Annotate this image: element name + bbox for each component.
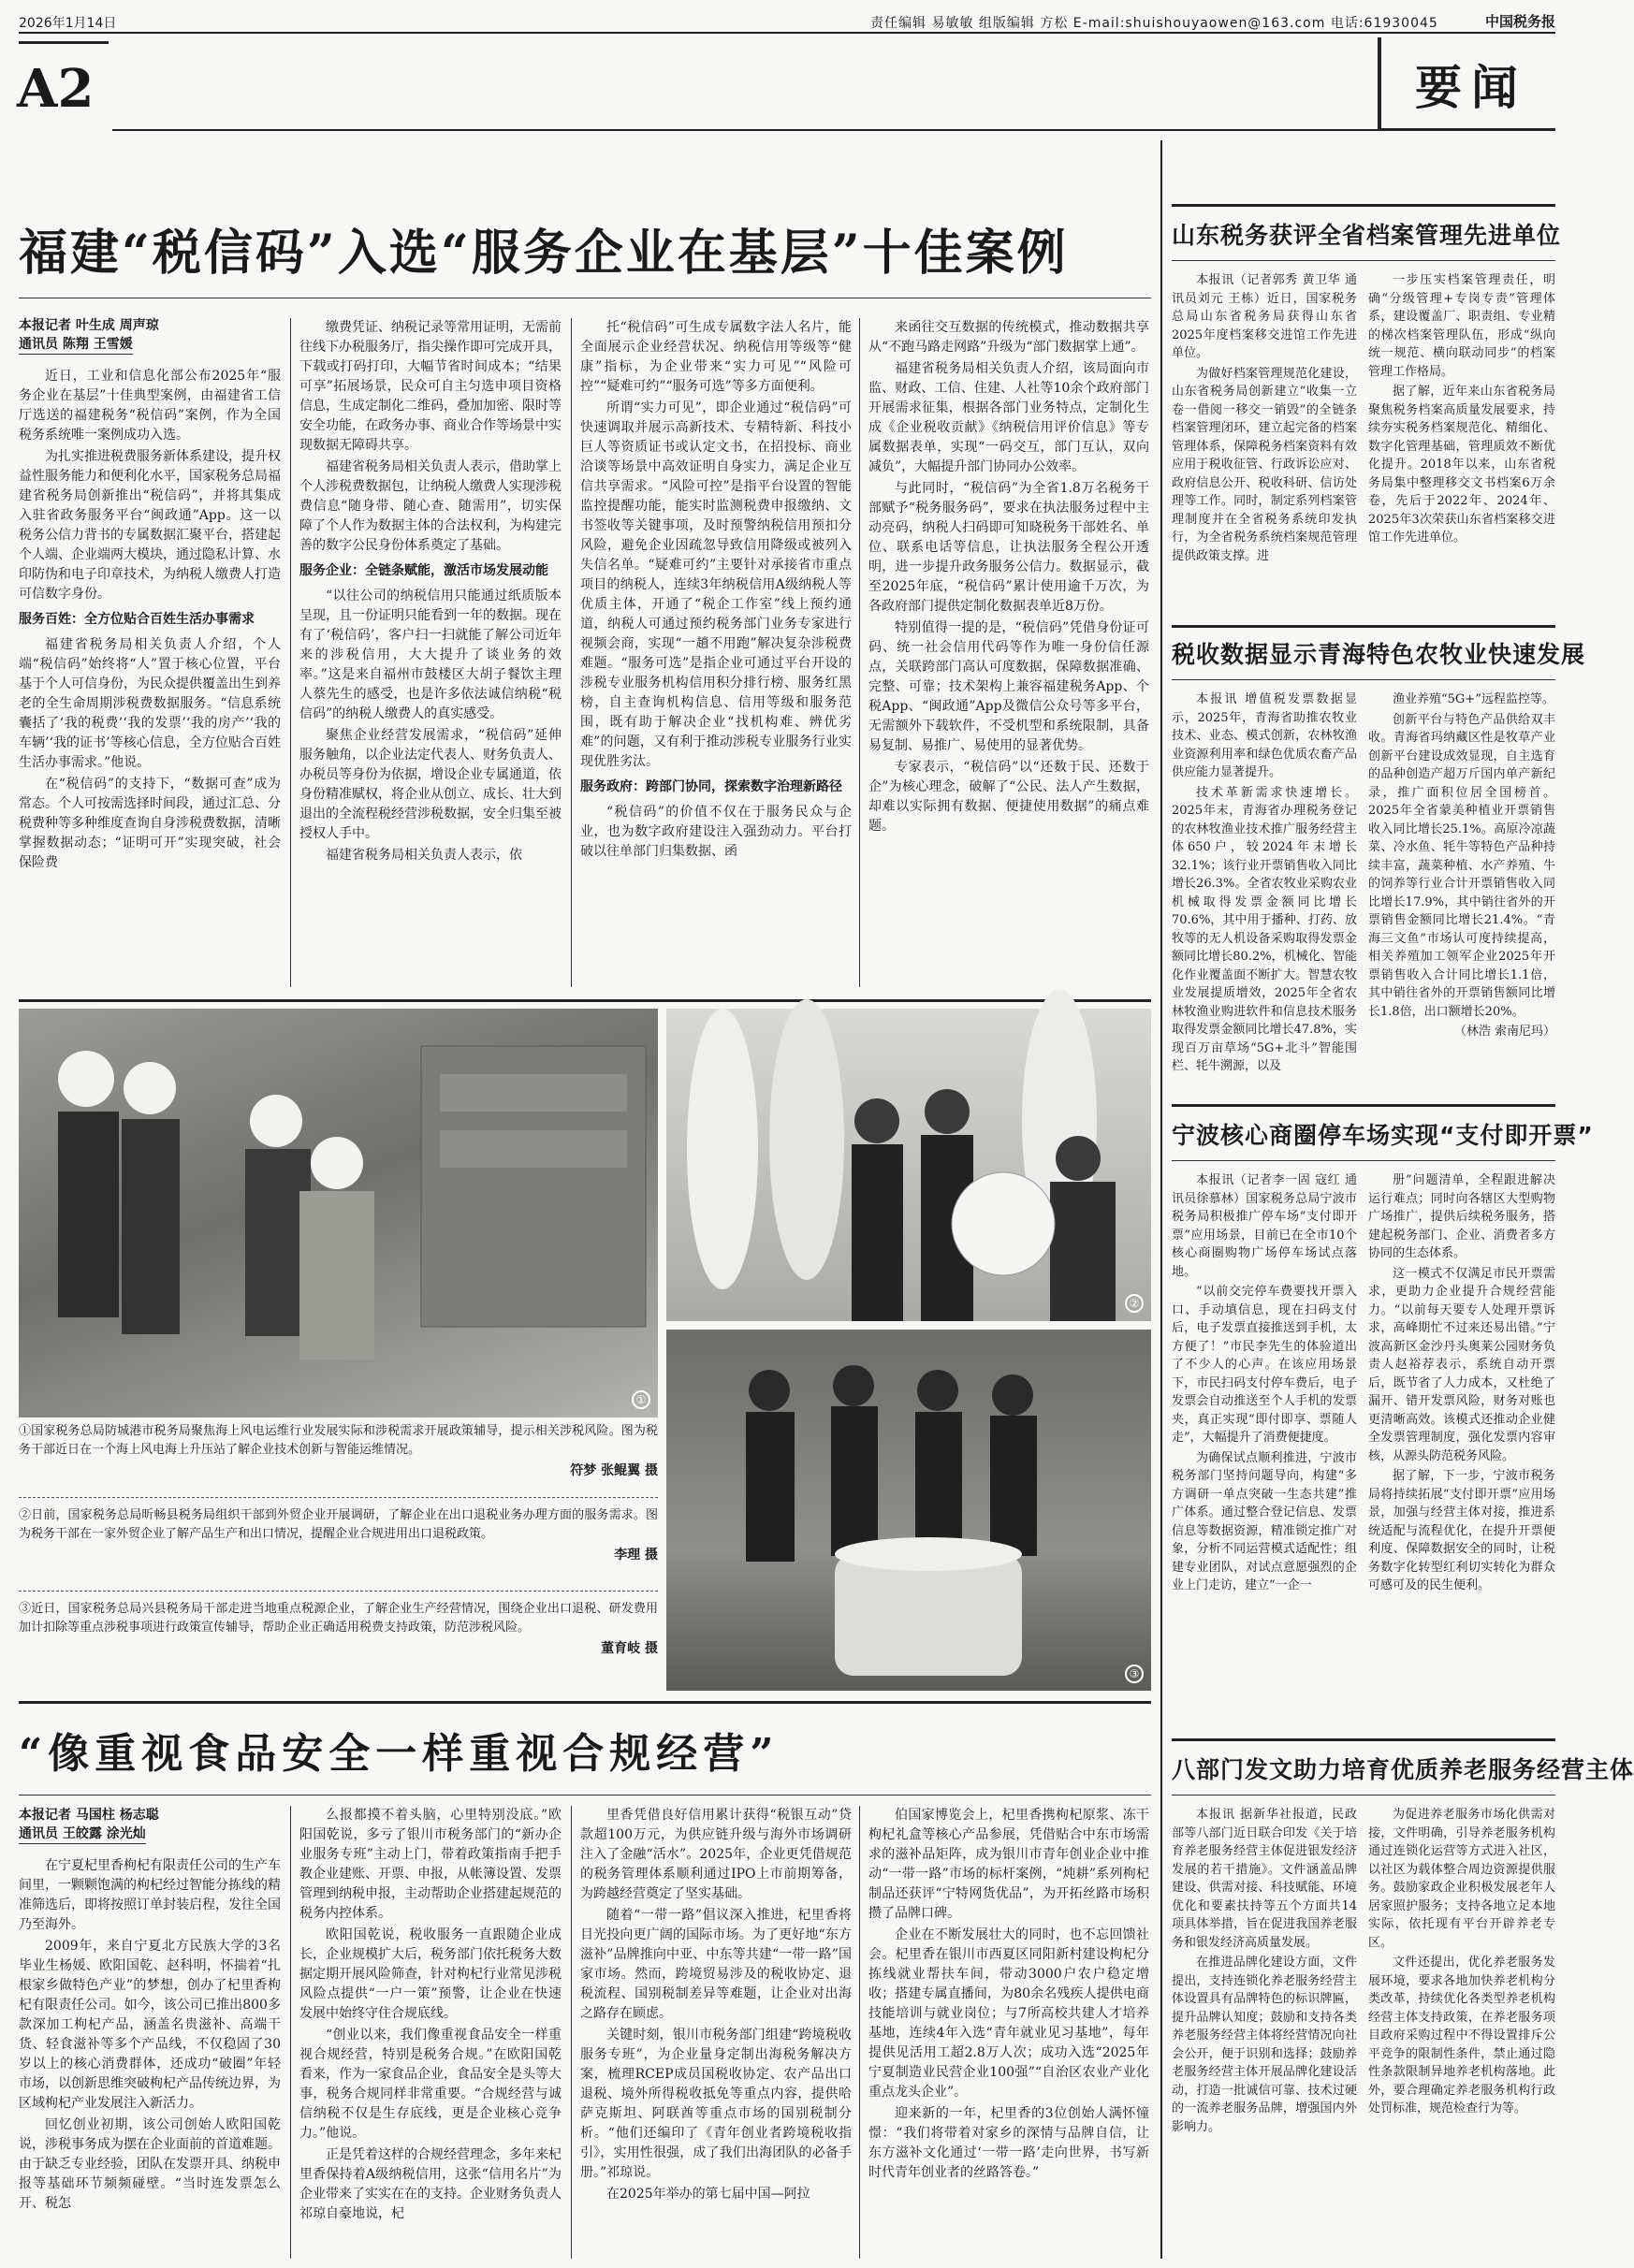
photo-number-badge: ② bbox=[1125, 1294, 1144, 1313]
newspaper-brand: 中国税务报 bbox=[1484, 13, 1555, 30]
story1-paragraph: 福建省税务局相关负责人表示，依 bbox=[326, 848, 522, 863]
story1-paragraph: 与此同时，“税信码”为全省1.8万名税务干部赋予“税务服务码”，要求在执法服务过程中主动亮码，纳税人扫码即可知晓税务干部姓名、单位、联系电话等信息，让执法服务全程公开透明，进一步提升政务服务公信力。数据显示，截至2025年底，“税信码”累计使用逾千万次，为各政府部门提供定制化数据表单近8万份。 bbox=[868, 481, 1149, 614]
sidebar-story4-column-b bbox=[1368, 1806, 1555, 2259]
section-header bbox=[1378, 37, 1555, 131]
sidebar-story1-title: 山东税务获评全省档案管理先进单位 bbox=[1172, 222, 1562, 249]
story2-paragraph: 关键时刻，银川市税务部门组建“跨境税收服务专班”，为企业量身定制出海税务解决方案，梳理RCEP成员国税收协定、农产品出口退税、境外所得税收抵免等重点内容，提供哈萨克斯坦、阿联酋等重点市场的国别税制分析。“他们还编印了《青年创业者跨境税收指引》，实用性很强，成了我们出海团队的必备手册。”祁琼说。 bbox=[580, 2028, 852, 2180]
sidebar-paragraph: 一步压实档案管理责任，明确“分级管理+专岗专责”管理体系，建设覆盖厂、职责组、专业精的梯次档案管理队伍，形成“纵向统一规范、横向联动同步”的档案管理工作格局。 bbox=[1368, 273, 1555, 379]
story1-paragraph: 在“税信码”的支持下，“数据可查”成为常态。个人可按需选择时间段，通过汇总、分税费种等多种维度查询自身涉税费数据，清晰掌握数据动态；“证明可开”实现突破，社会保险费 bbox=[19, 777, 281, 870]
story1-subheading: 服务政府：跨部门协同，探索数字治理新路径 bbox=[580, 779, 842, 794]
sidebar-paragraph: 本报讯 增值税发票数据显示，2025年，青海省助推农牧业技术、业态、模式创新，农林牧渔业资源利用率和绿色优质农畜产品供应能力显著提升。 bbox=[1172, 692, 1357, 779]
sidebar-paragraph: 创新平台与特色产品供给双丰收。青海省玛纳藏区性是牧草产业创新平台建设成效显现，自主选育的品种创造产超万斤国内单产新纪录，推广面积位居全国榜首。2025年全省蒙美种植业开票销售收入同比增长25.1%。高原冷凉蔬菜、冷水鱼、牦牛等特色产品种持续丰富，蔬菜种植、水产养殖、牛的饲养等行业合计开票销售收入同比增长17.9%，其中销往省外的开票销售金额同比增长21.4%。“青海三文鱼”市场认可度持续提高，相关养殖加工领军企业2025年开票销售收入合计同比增长1.1倍，其中销往省外的开票销售额同比增长1.8倍，出口额增长20%。 bbox=[1368, 712, 1555, 1019]
masthead-bar bbox=[19, 9, 1555, 32]
story1-column-1 bbox=[19, 367, 281, 989]
story1-byline-correspondents: 通讯员 陈翔 王雪媛 bbox=[19, 335, 133, 355]
sidebar-story4-title: 八部门发文助力培育优质养老服务经营主体 bbox=[1172, 1756, 1634, 1783]
story1-paragraph: 近日，工业和信息化部公布2025年“服务企业在基层”十佳典型案例，由福建省工信厅选送的福建税务“税信码”案例，作为全国税务系统唯一案例成功入选。 bbox=[19, 369, 281, 443]
sidebar-paragraph: 技术革新需求快速增长。2025年末，青海省办理税务登记的农林牧渔业技术推广服务经营主体650户，较2024年末增长32.1%；该行业开票销售收入同比增长26.3%。全省农牧业采购农业机械取得发票金额同比增长70.6%，其中用于播种、打药、放牧等的无人机设备采购取得发票金额同比增长80.2%，机械化、智能化作业覆盖面不断扩大。智慧农牧业发展提质增效，2025年全省农林牧渔业购进软件和信息技术服务取得发票金额同比增长47.8%，实现百万亩草场“5G+北斗”智能围栏、牦牛溯源，以及 bbox=[1172, 785, 1357, 1073]
column-divider bbox=[290, 318, 291, 987]
story2-paragraph: 迎来新的一年，杞里香的3位创始人满怀憧憬：“我们将带着对家乡的深情与品牌自信，让东方滋补文化通过‘一带一路’走向世界，书写新时代青年创业者的丝路答卷。” bbox=[868, 2106, 1149, 2180]
story1-column-4 bbox=[868, 318, 1149, 989]
sidebar-paragraph: 本报讯（记者郭秀 黄卫华 通讯员刘元 王栋）近日，国家税务总局山东省税务局获得山东省2025年度档案移交进馆工作先进单位。 bbox=[1172, 273, 1357, 360]
sidebar-story2-column-a bbox=[1172, 691, 1357, 1089]
photo-3-manufacturing-plant bbox=[666, 1330, 1151, 1691]
sidebar-title-rule bbox=[1172, 260, 1555, 261]
story1-paragraph: 聚焦企业经营发展需求，“税信码”延伸服务触角，以企业法定代表人、财务负责人、办税员等身份为依据，增设企业专属通道，依身份精准赋权，将企业从创立、成长、壮大到退出的全流程税经营涉税数据，安全归集至被授权人手中。 bbox=[299, 728, 562, 841]
page-number-rule bbox=[19, 41, 109, 44]
column-divider bbox=[859, 1806, 860, 2259]
story2-paragraph: 在2025年举办的第七届中国—阿拉 bbox=[606, 2187, 810, 2202]
photo-caption-text: ②日前，国家税务总局昕畅县税务局组织干部到外贸企业开展调研，了解企业在出口退税业务办理方面的服务需求。图为税务干部在一家外贸企业了解产品生产和出口情况，提醒企业合规进用出口退税政策。 bbox=[19, 1508, 658, 1541]
story2-paragraph: 里香凭借良好信用累计获得“税银互动”贷款超100万元，为供应链升级与海外市场调研注入了金融“活水”。2025年，企业更凭借规范的税务管理体系顺利通过IPO上市前期筹备，为跨越经营奠定了坚实基础。 bbox=[580, 1808, 852, 1901]
story1-bottom-rule bbox=[19, 999, 1151, 1002]
story2-paragraph: 企业在不断发展壮大的同时，也不忘回馈社会。杞里香在银川市西夏区同阳新村建设枸杞分拣线就业帮扶车间，带动3000户农户稳定增收；搭建专属直播间，为80余名残疾人提供电商技能培训与就业岗位；与7所高校共建人才培养基地，连续4年入选“青年就业见习基地”，每年提供见活用工超2.8万人次；成功入选“2025年宁夏制造业民营企业100强”“自治区农业产业化重点龙头企业”。 bbox=[868, 1927, 1149, 2100]
photo-2-export-company bbox=[666, 1009, 1151, 1321]
sidebar-paragraph: 渔业养殖“5G+”远程监控等。 bbox=[1393, 692, 1554, 706]
story1-paragraph: 特别值得一提的是，“税信码”凭借身份证可码、统一社会信用代码等作为唯一身份信任源点，关联跨部门高认可度数据，保障数据准确、完整、可靠；技术架构上兼容福建税务App、个税App、“闽政通”App及微信公众号等多平台，无需额外下载软件，不受机型和系统限制，具备易复制、易推广、易使用的显著优势。 bbox=[868, 620, 1149, 753]
sidebar-story3-column-a bbox=[1172, 1171, 1357, 1729]
caption-divider bbox=[19, 1497, 658, 1498]
story1-byline-reporters: 本报记者 叶生成 周声琼 bbox=[19, 318, 159, 333]
column-divider bbox=[859, 318, 860, 987]
photo-credit: 符梦 张鲲翼 摄 bbox=[570, 1463, 658, 1478]
story1-column-3 bbox=[580, 318, 852, 989]
story1-paragraph: 福建省税务局相关负责人介绍，该局面向市监、财政、工信、住建、人社等10余个政府部门开展需求征集，根据各部门业务特点，定制化生成《企业税收贡献》《纳税信用评价信息》等专属数据表单，实现“一码交互，部门互认，双向减负”，大幅提升部门协同办公效率。 bbox=[868, 361, 1149, 474]
story1-paragraph: 缴费凭证、纳税记录等常用证明，无需前往线下办税服务厅，指尖操作即可完成开具，下载或打码打印，大幅节省时间成本；“结果可享”拓展场景，民众可自主匀选申项目资格信息，生成定制化二维码，叠加加密、限时等安全功能，在政务办事、商业合作等场景中实现数据无障碍共享。 bbox=[299, 320, 562, 453]
story2-paragraph: 2009年，来自宁夏北方民族大学的3名毕业生杨媛、欧阳国乾、赵科明，怀揣着“扎根家乡做特色产业”的梦想，创办了杞里香枸杞有限责任公司。如今，该公司已推出800多款深加工枸杞产品，涵盖名贵滋补、高端干货、轻食滋补等多个产品线，不仅稳固了30岁以上的核心消费群体，还成功“破圈”年轻市场，以创新思维突破枸杞产品传统边界，为区域枸杞产业发展注入新活力。 bbox=[19, 1939, 281, 2111]
story1-paragraph: 所谓“实力可见”，即企业通过“税信码”可快速调取并展示高新技术、专精特新、科技小巨人等资质证书或认定文书，在招投标、商业洽谈等场景中高效证明自身实力，满足企业互信共享需求。“风险可控”是指平台设置的智能监控提醒功能，能实时监测税费申报缴纳、文书签收等关键事项，及时预警纳税信用预扣分风险，避免企业因疏忽导致信用降级或被列入失信名单。“疑难可约”主要针对承接省市重点项目的纳税人，连续3年纳税信用A级纳税人等优质主体，开通了“税企工作室”线上预约通道，纳税人可通过预约税务部门业务专家进行视频会商，实现“一趟不用跑”解决复杂涉税费难题。“服务可选”是指企业可通过平台开设的涉税专业服务机构信用积分排行榜、服务红黑榜，自主查询机构信息、信用等级和服务范围，既有助于解决企业“找机构难、辨优劣难”的问题，又有利于推动涉税专业服务行业实现优胜劣汰。 bbox=[580, 400, 852, 769]
photo-number-badge: ① bbox=[632, 1390, 650, 1409]
sidebar-paragraph: 据了解，下一步，宁波市税务局将持续拓展“支付即开票”应用场景，加强与经营主体对接，推进系统适配与流程优化，在提升开票便利度、保障数据安全的同时，让税务数字化转型红利切实转化为群众可感可及的民生便利。 bbox=[1368, 1469, 1555, 1592]
issue-date: 2026年1月14日 bbox=[19, 16, 117, 31]
story2-byline-reporters: 本报记者 马国柱 杨志聪 bbox=[19, 1808, 159, 1823]
sidebar-paragraph: 据了解，近年来山东省税务局聚焦税务档案高质量发展要求，持续夯实税务档案规范化、精细化、数字化管理基础，管理质效不断优化提升。2018年以来，山东省税务局集中整理移交文书档案6万余卷，先后于2022年、2024年、2025年3次荣获山东省档案移交进馆工作先进单位。 bbox=[1368, 385, 1555, 545]
sidebar-story4-column-a bbox=[1172, 1806, 1357, 2259]
sidebar-story1-column-a bbox=[1172, 271, 1357, 619]
story2-paragraph: 正是凭着这样的合规经营理念，多年来杞里香保持着A级纳税信用，这张“信用名片”为企业带来了实实在在的支持。企业财务负责人祁琼自豪地说，杞 bbox=[299, 2147, 562, 2221]
masthead-rule bbox=[19, 32, 1555, 34]
story2-paragraph: 伯国家博览会上，杞里香携枸杞原浆、冻干枸杞礼盒等核心产品参展，凭借贴合中东市场需求的滋补品矩阵，成为银川市青年创业企业中推动“一带一路”市场的标杆案例，“炖耕”系列枸杞制品还获评“宁特网货优品”，为开拓丝路市场积攒了品牌口碑。 bbox=[868, 1808, 1149, 1921]
photo-1-scene bbox=[19, 1009, 658, 1418]
sidebar-divider bbox=[1160, 140, 1162, 2259]
sidebar-story-rule bbox=[1172, 1738, 1555, 1741]
story2-headline: “像重视食品安全一样重视合规经营” bbox=[19, 1730, 780, 1778]
story1-subheading: 服务百姓：全方位贴合百姓生活办事需求 bbox=[19, 612, 255, 627]
story1-headline: 福建“税信码”入选“服务企业在基层”十佳案例 bbox=[19, 225, 1069, 282]
story2-column-1 bbox=[19, 1856, 281, 2259]
story1-paragraph: “以往公司的纳税信用只能通过纸质版本呈现，且一份证明只能看到一年的数据。现在有了‘税信码’，客户扫一扫就能了解公司近年来的涉税信用，大大提升了谈业务的效率。”这是来自福州市鼓楼区大胡子餐饮主理人蔡先生的感受，也是许多依法诚信纳税“税信码”的纳税人缴费人的真实感受。 bbox=[299, 589, 562, 721]
sidebar-title-rule bbox=[1172, 679, 1555, 680]
column-divider bbox=[290, 1806, 291, 2259]
photo-1-wind-substation bbox=[19, 1009, 658, 1418]
column-divider bbox=[571, 1806, 572, 2259]
story1-paragraph: “税信码”的价值不仅在于服务民众与企业，也为数字政府建设注入强劲动力。平台打破以往单部门归集数据、函 bbox=[580, 805, 852, 859]
story1-subheading: 服务企业：全链条赋能，激活市场发展动能 bbox=[299, 563, 548, 578]
sidebar-title-rule bbox=[1172, 1795, 1555, 1796]
section-title: 要闻 bbox=[1415, 60, 1527, 115]
sidebar-story3-column-b bbox=[1368, 1171, 1555, 1729]
column-divider bbox=[571, 318, 572, 987]
sidebar-paragraph: 册”问题清单，全程跟进解决运行难点；同时向各辖区大型购物广场推广，提供后续税务服务，搭建起税务部门、企业、消费者多方协同的生态体系。 bbox=[1368, 1173, 1555, 1260]
header-rule bbox=[112, 129, 1378, 131]
sidebar-story1-column-b bbox=[1368, 271, 1555, 619]
story2-column-4 bbox=[868, 1806, 1149, 2259]
story2-paragraph: 欧阳国乾说，税收服务一直跟随企业成长，企业规模扩大后，税务部门依托税务大数据定期开展风险筛查，针对枸杞行业常见涉税风险点提供“一户一策”预警，让企业在快速发展中始终守住合规底线。 bbox=[299, 1927, 562, 2021]
sidebar-paragraph: 文件还提出，优化养老服务发展环境，要求各地加快养老机构分类改革，持续优化各类型养老机构经营主体支持政策，在养老服务项目政府采购过程中不得设置排斥公平竞争的限制性条件，禁止通过隐性条款限制异地养老机构落地。此外，要合理确定养老服务机构行政处罚标准，规范检查行为等。 bbox=[1368, 1955, 1555, 2115]
sidebar-story-rule bbox=[1172, 1104, 1555, 1107]
story1-paragraph: 托“税信码”可生成专属数字法人名片，能全面展示企业经营状况、纳税信用等级等“健康”指标，为企业带来“实力可见”“风险可控”“疑难可约”“服务可选”等多方面便利。 bbox=[580, 320, 852, 394]
photo-caption-text: ③近日，国家税务总局兴县税务局干部走进当地重点税源企业，了解企业生产经营情况，围绕企业出口退税、研发费用加计扣除等重点涉税事项进行政策宣传辅导，帮助企业正确适用税费支持政策，防范涉税风险。 bbox=[19, 1602, 658, 1635]
photo-caption-text: ①国家税务总局防城港市税务局聚焦海上风电运维行业发展实际和涉税需求开展政策辅导，提示相关涉税风险。图为税务干部近日在一个海上风电海上升压站了解企业技术创新与智能运维情况。 bbox=[19, 1424, 658, 1457]
sidebar-paragraph: “以前交完停车费要找开票入口、手动填信息，现在扫码支付后，电子发票直接推送到手机，太方便了！”市民李先生的体验道出了不少人的心声。在该应用场景下，市民扫码支付停车费后，电子发票会自动推送至个人手机的发票夹，真正实现“即付即享、票随人走”，大幅提升了消费便捷度。 bbox=[1172, 1285, 1357, 1445]
photo-2-caption bbox=[19, 1506, 658, 1564]
sidebar-paragraph: 这一模式不仅满足市民开票需求，更助力企业提升合规经营能力。“以前每天要专人处理开票诉求，高峰期忙不过来还易出错。”宁波高新区金沙丹头奥莱公园财务负责人赵裕荐表示，系统自动开票后，既节省了人力成本，又杜绝了漏开、错开发票风险，财务对账也更清晰高效。该模式还推动企业健全发票管理制度，强化发票内容审核，从源头防范税务风险。 bbox=[1368, 1266, 1555, 1463]
sidebar-story-rule bbox=[1172, 204, 1555, 207]
story2-paragraph: 回忆创业初期，该公司创始人欧阳国乾说，涉税事务成为摆在企业面前的首道难题。由于缺乏专业经验，团队在发票开具、纳税申报等基础环节频频碰壁。“当时连发票怎么开、税怎 bbox=[19, 2117, 281, 2211]
story1-paragraph: 为扎实推进税费服务新体系建设，提升权益性服务能力和便利化水平，国家税务总局福建省税务局创新推出“税信码”，并将其集成入驻省政务服务平台“闽政通”App。这一以税务公信力背书的专属数据汇聚平台，搭建起个人端、企业端两大模块，通过隐私计算、水印防伪和电子印章技术，为纳税人缴费人打造可信数字身份。 bbox=[19, 449, 281, 602]
photo-2-scene bbox=[666, 1009, 1151, 1321]
sidebar-paragraph: 为促进养老服务市场化供需对接，文件明确，引导养老服务机构通过连锁化运营等方式进入社区，以社区为载体整合周边资源提供服务。鼓励家政企业积极发展老年人居家照护服务；支持各地立足本地实际，依托现有平台开辟养老专区。 bbox=[1368, 1808, 1555, 1950]
story2-paragraph: “创业以来，我们像重视食品安全一样重视合规经营，特别是税务合规。”在欧阳国乾看来，作为一家食品企业，食品安全是头等大事，税务合规同样非常重要。“合规经营与诚信纳税不仅是生存底线，更是企业核心竞争力。”他说。 bbox=[299, 2028, 562, 2141]
photo-1-caption bbox=[19, 1422, 658, 1480]
sidebar-paragraph: 为确保试点顺利推进，宁波市税务部门坚持问题导向，构建“多方调研一单点突破一生态共建”推广体系。通过整合登记信息、发票信息等数据资源，精准锁定推广对象，分析不同运营模式适配性；组建专业团队，对试点意愿强烈的企业上门走访，建立“一企一 bbox=[1172, 1450, 1357, 1592]
story1-paragraph: 福建省税务局相关负责人表示，借助掌上个人涉税费数据包，让纳税人缴费人实现涉税费信息“随身带、随心查、随需用”，切实保障了个人作为数据主体的合法权利，为构建完善的数字公民身份体系奠定了基础。 bbox=[299, 459, 562, 553]
sidebar-paragraph: 本报讯（记者李一固 寇红 通讯员徐慕林）国家税务总局宁波市税务局积极推广停车场“支付即开票”应用场景，目前已在全市10个核心商圈购物广场停车场试点落地。 bbox=[1172, 1173, 1357, 1279]
caption-divider bbox=[19, 1591, 658, 1592]
photo-credit: 董育岐 摄 bbox=[601, 1641, 658, 1656]
story2-byline-correspondents: 通讯员 王皎露 涂光灿 bbox=[19, 1825, 146, 1844]
story2-top-rule bbox=[19, 1795, 1151, 1796]
sidebar-title-rule bbox=[1172, 1160, 1555, 1161]
story1-column-2 bbox=[299, 318, 562, 989]
story2-paragraph: 么报都摸不着头脑，心里特别没底。”欧阳国乾说，多亏了银川市税务部门的“新办企业服务专班”主动上门，带着政策指南手把手教企业建账、开票、申报，从帐簿设置、发票管理到纳税申报，主动帮助企业搭建起规范的税务内控体系。 bbox=[299, 1808, 562, 1921]
story1-paragraph: 专家表示，“税信码”以“还数于民、还数于企”为核心理念，破解了“公民、法人产生数据，却难以实际拥有数据、便捷使用数据”的痛点难题。 bbox=[868, 760, 1149, 834]
story2-paragraph: 随着“一带一路”倡议深入推进，杞里香将目光投向更广阔的国际市场。为了更好地“东方滋补”品牌推向中亚、中东等共建“一带一路”国家市场。然而，跨境贸易涉及的税收协定、退税流程、国别税制差异等难题，让企业对出海之路存在顾虑。 bbox=[580, 1908, 852, 2021]
photo-credit: 李理 摄 bbox=[614, 1548, 658, 1563]
page-number: A2 bbox=[17, 58, 95, 120]
sidebar-story2-credit: （林浩 索南尼玛） bbox=[1453, 1025, 1555, 1039]
story2-column-2 bbox=[299, 1806, 562, 2259]
photo-number-badge: ③ bbox=[1125, 1665, 1144, 1683]
sidebar-paragraph: 在推进品牌化建设方面，文件提出，支持连锁化养老服务经营主体设置具有品牌特色的标识牌匾，提升品牌认知度；鼓励和支持各类养老服务经营主体将经营情况向社会公开，便于识别和选择；鼓励养老服务经营主体开展品牌化建设活动，打造一批诚信可靠、技术过硬的一流养老服务品牌，增强国内外影响力。 bbox=[1172, 1955, 1357, 2134]
story1-paragraph: 福建省税务局相关负责人介绍，个人端“税信码”始终将“人”置于核心位置，平台基于个人可信身份，为民众提供覆盖出生到养老的全生命周期涉税费数据服务。“信息系统囊括了‘我的税费’‘我的发票’‘我的房产’‘我的车辆’‘我的证书’等核心信息，全方位贴合百姓生活办事需求。”他说。 bbox=[19, 637, 281, 770]
editor-info: 责任编辑 易敏敏 组版编辑 方松 E-mail:shuishouyaowen@163.com 电话:61930045 bbox=[870, 16, 1438, 31]
sidebar-story2-title: 税收数据显示青海特色农牧业快速发展 bbox=[1172, 641, 1586, 668]
story2-column-3 bbox=[580, 1806, 852, 2259]
sidebar-story3-title: 宁波核心商圈停车场实现“支付即开票” bbox=[1172, 1122, 1594, 1149]
sidebar-story2-column-b bbox=[1368, 691, 1555, 1089]
photo-3-caption bbox=[19, 1600, 658, 1658]
sidebar-paragraph: 本报讯 据新华社报道，民政部等八部门近日联合印发《关于培育养老服务经营主体促进银发经济发展的若干措施》。文件涵盖品牌建设、供需对接、科技赋能、环境优化和要素扶持等五个方面共14项具体举措，旨在促进我国养老服务和银发经济高质量发展。 bbox=[1172, 1808, 1357, 1950]
sidebar-paragraph: 为做好档案管理规范化建设，山东省税务局创新建立“收集一立卷一借阅一移交一销毁”的全链条档案管理闭环，建立起完备的档案管理体系，保障税务档案资料有效应用于税收征管、行政诉讼应对、政府信息公开、税收科研、信访处理等工作。同时，制定系列档案管理制度并在全省税务系统印发执行，为全省税务系统档案规范管理提供政策支撑。进 bbox=[1172, 366, 1357, 563]
sidebar-story-rule bbox=[1172, 625, 1555, 628]
photos-bottom-rule bbox=[19, 1701, 1151, 1704]
story2-paragraph: 在宁夏杞里香枸杞有限责任公司的生产车间里，一颗颗饱满的枸杞经过智能分拣线的精准筛选后，即将按照订单封装启程，发往全国乃至海外。 bbox=[19, 1858, 281, 1932]
story1-paragraph: 来函往交互数据的传统模式，推动数据共享从“不跑马路走网路”升级为“部门数据掌上通”。 bbox=[868, 320, 1149, 355]
photo-3-scene bbox=[666, 1330, 1151, 1691]
